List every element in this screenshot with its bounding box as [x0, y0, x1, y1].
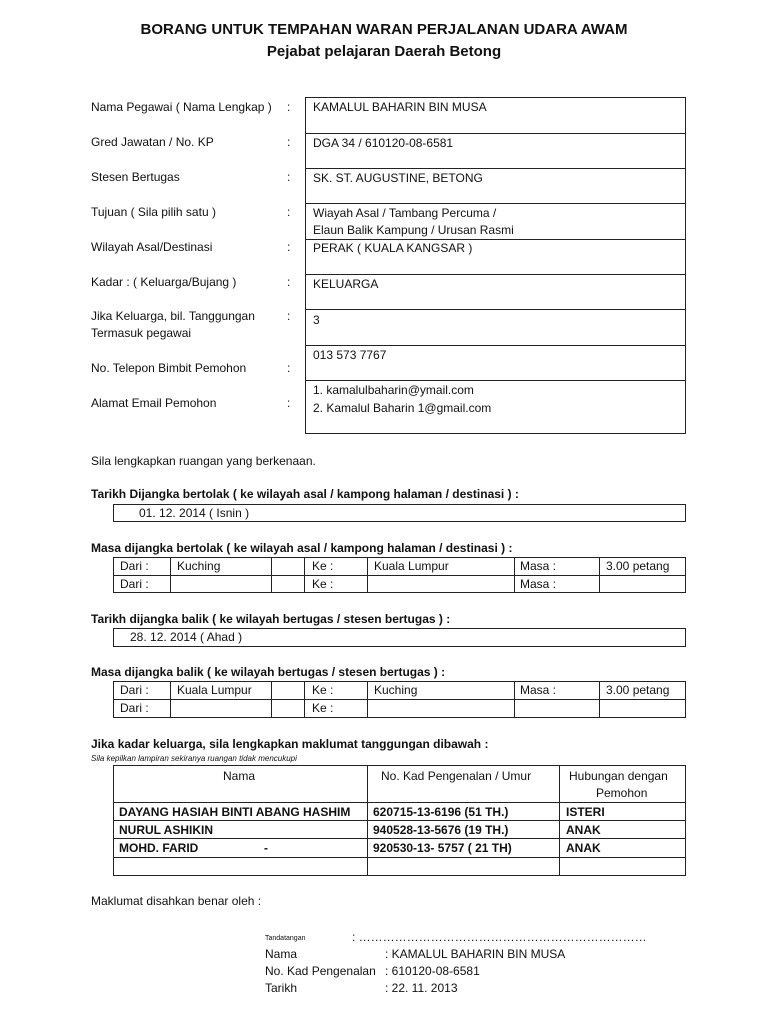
depart-ke-label-2: Ke :: [312, 577, 334, 591]
depart-dari-label-2: Dari :: [120, 577, 149, 591]
dependent-ic: 620715-13-6196 (51 TH.): [373, 805, 509, 819]
dependent-ic: 940528-13-5676 (19 TH.): [373, 823, 509, 837]
depart-ke-label: Ke :: [312, 559, 334, 573]
dependent-dash: -: [264, 841, 268, 855]
return-from-value: Kuala Lumpur: [177, 683, 252, 697]
dependent-relation: ANAK: [566, 823, 601, 837]
depart-time-value: 3.00 petang: [606, 559, 670, 573]
col-kad-pengenalan: No. Kad Pengenalan / Umur: [381, 769, 532, 783]
colon: :: [287, 135, 291, 149]
colon: :: [287, 205, 291, 219]
colon: :: [287, 275, 291, 289]
form-subtitle: Pejabat pelajaran Daerah Betong: [266, 43, 502, 60]
value-nama-pegawai: KAMALUL BAHARIN BIN MUSA: [313, 100, 487, 114]
depart-from-value: Kuching: [177, 559, 221, 573]
form-title: BORANG UNTUK TEMPAHAN WARAN PERJALANAN UDARA AWAM: [140, 21, 628, 38]
label-kadar: Kadar : ( Keluarga/Bujang ): [91, 275, 237, 289]
col-nama: Nama: [223, 769, 256, 783]
dependent-name: NURUL ASHIKIN: [119, 823, 214, 837]
value-wilayah: PERAK ( KUALA KANGSAR ): [313, 241, 473, 255]
value-kadar: KELUARGA: [313, 277, 379, 291]
depart-masa-label-2: Masa :: [520, 577, 557, 591]
return-date-value: 28. 12. 2014 ( Ahad ): [130, 630, 243, 644]
depart-masa-label: Masa :: [520, 559, 557, 573]
certify-nama-label: Nama: [265, 947, 298, 961]
certify-tarikh-label: Tarikh: [265, 981, 298, 995]
certify-nama-value: : KAMALUL BAHARIN BIN MUSA: [385, 947, 566, 961]
dependent-name: MOHD. FARID: [119, 841, 199, 855]
return-masa-label: Masa :: [520, 683, 557, 697]
value-stesen-bertugas: SK. ST. AUGUSTINE, BETONG: [313, 171, 483, 185]
return-ke-label-2: Ke :: [312, 701, 334, 715]
colon: :: [287, 396, 291, 410]
value-tujuan-line2: Elaun Balik Kampung / Urusan Rasmi: [313, 223, 514, 237]
return-ke-label: Ke :: [312, 683, 334, 697]
label-tanggungan: Jika Keluarga, bil. Tanggungan: [91, 309, 255, 323]
depart-to-value: Kuala Lumpur: [374, 559, 449, 573]
label-nama-pegawai: Nama Pegawai ( Nama Lengkap ): [91, 100, 272, 114]
signature-line: : ………………………………………………………………: [352, 930, 647, 944]
colon: :: [287, 240, 291, 254]
dependent-name: DAYANG HASIAH BINTI ABANG HASHIM: [119, 805, 351, 819]
label-tujuan: Tujuan ( Sila pilih satu ): [91, 205, 216, 219]
dependent-relation: ANAK: [566, 841, 601, 855]
col-hubungan: Hubungan dengan: [569, 769, 668, 783]
depart-time-heading: Masa dijangka bertolak ( ke wilayah asal / kampong halaman / destinasi ) :: [91, 541, 513, 555]
value-telefon: 013 573 7767: [313, 348, 387, 362]
signature-label: Tandatangan: [265, 935, 306, 942]
value-tujuan-line1: Wiayah Asal / Tambang Percuma /: [313, 206, 497, 220]
label-email: Alamat Email Pemohon: [91, 396, 217, 410]
label-tanggungan-line2: Termasuk pegawai: [91, 326, 192, 340]
label-wilayah: Wilayah Asal/Destinasi: [91, 240, 213, 254]
label-stesen-bertugas: Stesen Bertugas: [91, 170, 180, 184]
return-dari-label-2: Dari :: [120, 701, 149, 715]
col-hubungan-line2: Pemohon: [596, 786, 648, 800]
return-time-value: 3.00 petang: [606, 683, 670, 697]
depart-date-heading: Tarikh Dijangka bertolak ( ke wilayah asal / kampong halaman / destinasi ) :: [91, 487, 519, 501]
certify-heading: Maklumat disahkan benar oleh :: [91, 894, 262, 908]
colon: :: [287, 170, 291, 184]
dependents-note: Sila kepilkan lampiran sekiranya ruangan tidak mencukupi: [91, 754, 297, 763]
return-dari-label: Dari :: [120, 683, 149, 697]
value-email-1: 1. kamalulbaharin@ymail.com: [313, 383, 474, 397]
depart-date-value: 01. 12. 2014 ( Isnin ): [139, 506, 250, 520]
colon: :: [287, 309, 291, 323]
depart-dari-label: Dari :: [120, 559, 149, 573]
return-date-heading: Tarikh dijangka balik ( ke wilayah bertugas / stesen bertugas ) :: [91, 612, 451, 626]
certify-tarikh-value: : 22. 11. 2013: [385, 981, 458, 995]
dependents-heading: Jika kadar keluarga, sila lengkapkan maklumat tanggungan dibawah :: [91, 737, 489, 751]
label-telefon: No. Telepon Bimbit Pemohon: [91, 361, 247, 375]
instruction-text: Sila lengkapkan ruangan yang berkenaan.: [91, 454, 316, 468]
dependent-relation: ISTERI: [566, 805, 605, 819]
return-to-value: Kuching: [374, 683, 418, 697]
label-gred-jawatan: Gred Jawatan / No. KP: [91, 135, 214, 149]
value-gred-jawatan: DGA 34 / 610120-08-6581: [313, 136, 454, 150]
dependent-ic: 920530-13- 5757 ( 21 TH): [373, 841, 512, 855]
colon: :: [287, 361, 291, 375]
certify-kp-label: No. Kad Pengenalan: [265, 964, 376, 978]
certify-kp-value: : 610120-08-6581: [385, 964, 480, 978]
return-time-heading: Masa dijangka balik ( ke wilayah bertugas / stesen bertugas ) :: [91, 665, 446, 679]
value-email-2: 2. Kamalul Baharin 1@gmail.com: [313, 401, 492, 415]
colon: :: [287, 100, 291, 114]
value-tanggungan: 3: [313, 313, 320, 327]
